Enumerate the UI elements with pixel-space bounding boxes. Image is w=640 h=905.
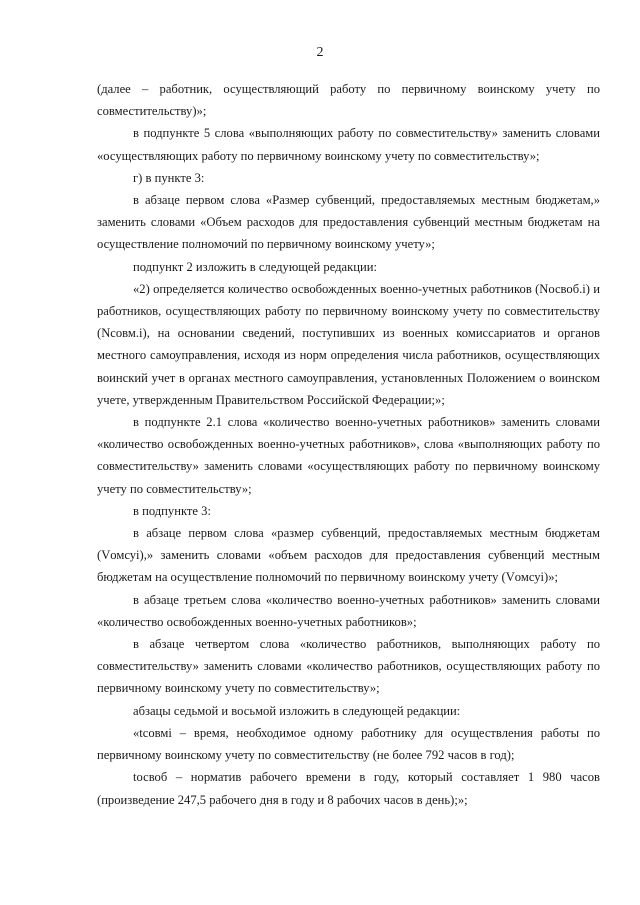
paragraph-subpoint-3-fourth: в абзаце четвертом слова «количество работников, выполняющих работу по совместительству» заменить словами «количество работников, осуществляющих работу по первичному воинскому учету по совместительству»; (97, 637, 600, 696)
paragraph-tsovm-definition: «tсовмi – время, необходимое одному работнику для осуществления работы по первичному воинскому учету по совместительству (не более 792 часов в год); (97, 725, 600, 763)
paragraph-seventh-eighth-intro: абзацы седьмой и восьмой изложить в следующей редакции: (133, 703, 461, 718)
page-number: 2 (316, 45, 324, 60)
paragraph-first-abzac: в абзаце первом слова «Размер субвенций, предоставляемых местным бюджетам,» заменить словами «Объем расходов для предоставления субвенций местным бюджетам на осуществление полномочий по первичному воинскому учету»; (97, 193, 600, 252)
paragraph-item-g: г) в пункте 3: (133, 170, 205, 185)
paragraph-subpoint-3-first: в абзаце первом слова «размер субвенций, предоставляемых местным бюджетам (Vомсуi),» заменить словами «объем расходов для предоставления субвенций местным бюджетам на осуществление полномочий по первичному воинскому учету (Vомсуi)»; (97, 526, 600, 585)
paragraph-subpoint-5: в подпункте 5 слова «выполняющих работу по совместительству» заменить словами «осуществляющих работу по первичному воинскому учету по совместительству»; (97, 126, 600, 163)
paragraph-subpoint-3-third: в абзаце третьем слова «количество военно-учетных работников» заменить словами «количество освобожденных военно-учетных работников»; (97, 592, 600, 629)
paragraph-subpoint-2-intro: подпункт 2 изложить в следующей редакции: (133, 259, 377, 274)
paragraph-subpoint-2-1: в подпункте 2.1 слова «количество военно-учетных работников» заменить словами «количество освобожденных военно-учетных работников», слова «выполняющих работу по совместительству» заменить словами «осуществляющих работу по первичному воинскому учету по совместительству»; (97, 415, 600, 496)
paragraph-continuation: (далее – работник, осуществляющий работу по первичному воинскому учету по совместительству)»; (97, 82, 600, 119)
paragraph-subpoint-3-intro: в подпункте 3: (133, 503, 211, 518)
document-body (97, 78, 600, 811)
paragraph-tosvob-definition: tосвоб – норматив рабочего времени в году, который составляет 1 980 часов (произведение 247,5 рабочего дня в году и 8 рабочих часов в день);»; (97, 770, 600, 807)
paragraph-subpoint-2-text: «2) определяется количество освобожденных военно-учетных работников (Nосвоб.i) и работников, осуществляющих работу по первичному воинскому учету по совместительству (Nсовм.i), на основании сведений, поступивших из военных комиссариатов и органов местного самоуправления, исходя из норм определения числа работников, осуществляющих воинский учет в органах местного самоуправления, установленных Положением о воинском учете, утвержденным Правительством Российской Федерации;»; (97, 281, 600, 407)
